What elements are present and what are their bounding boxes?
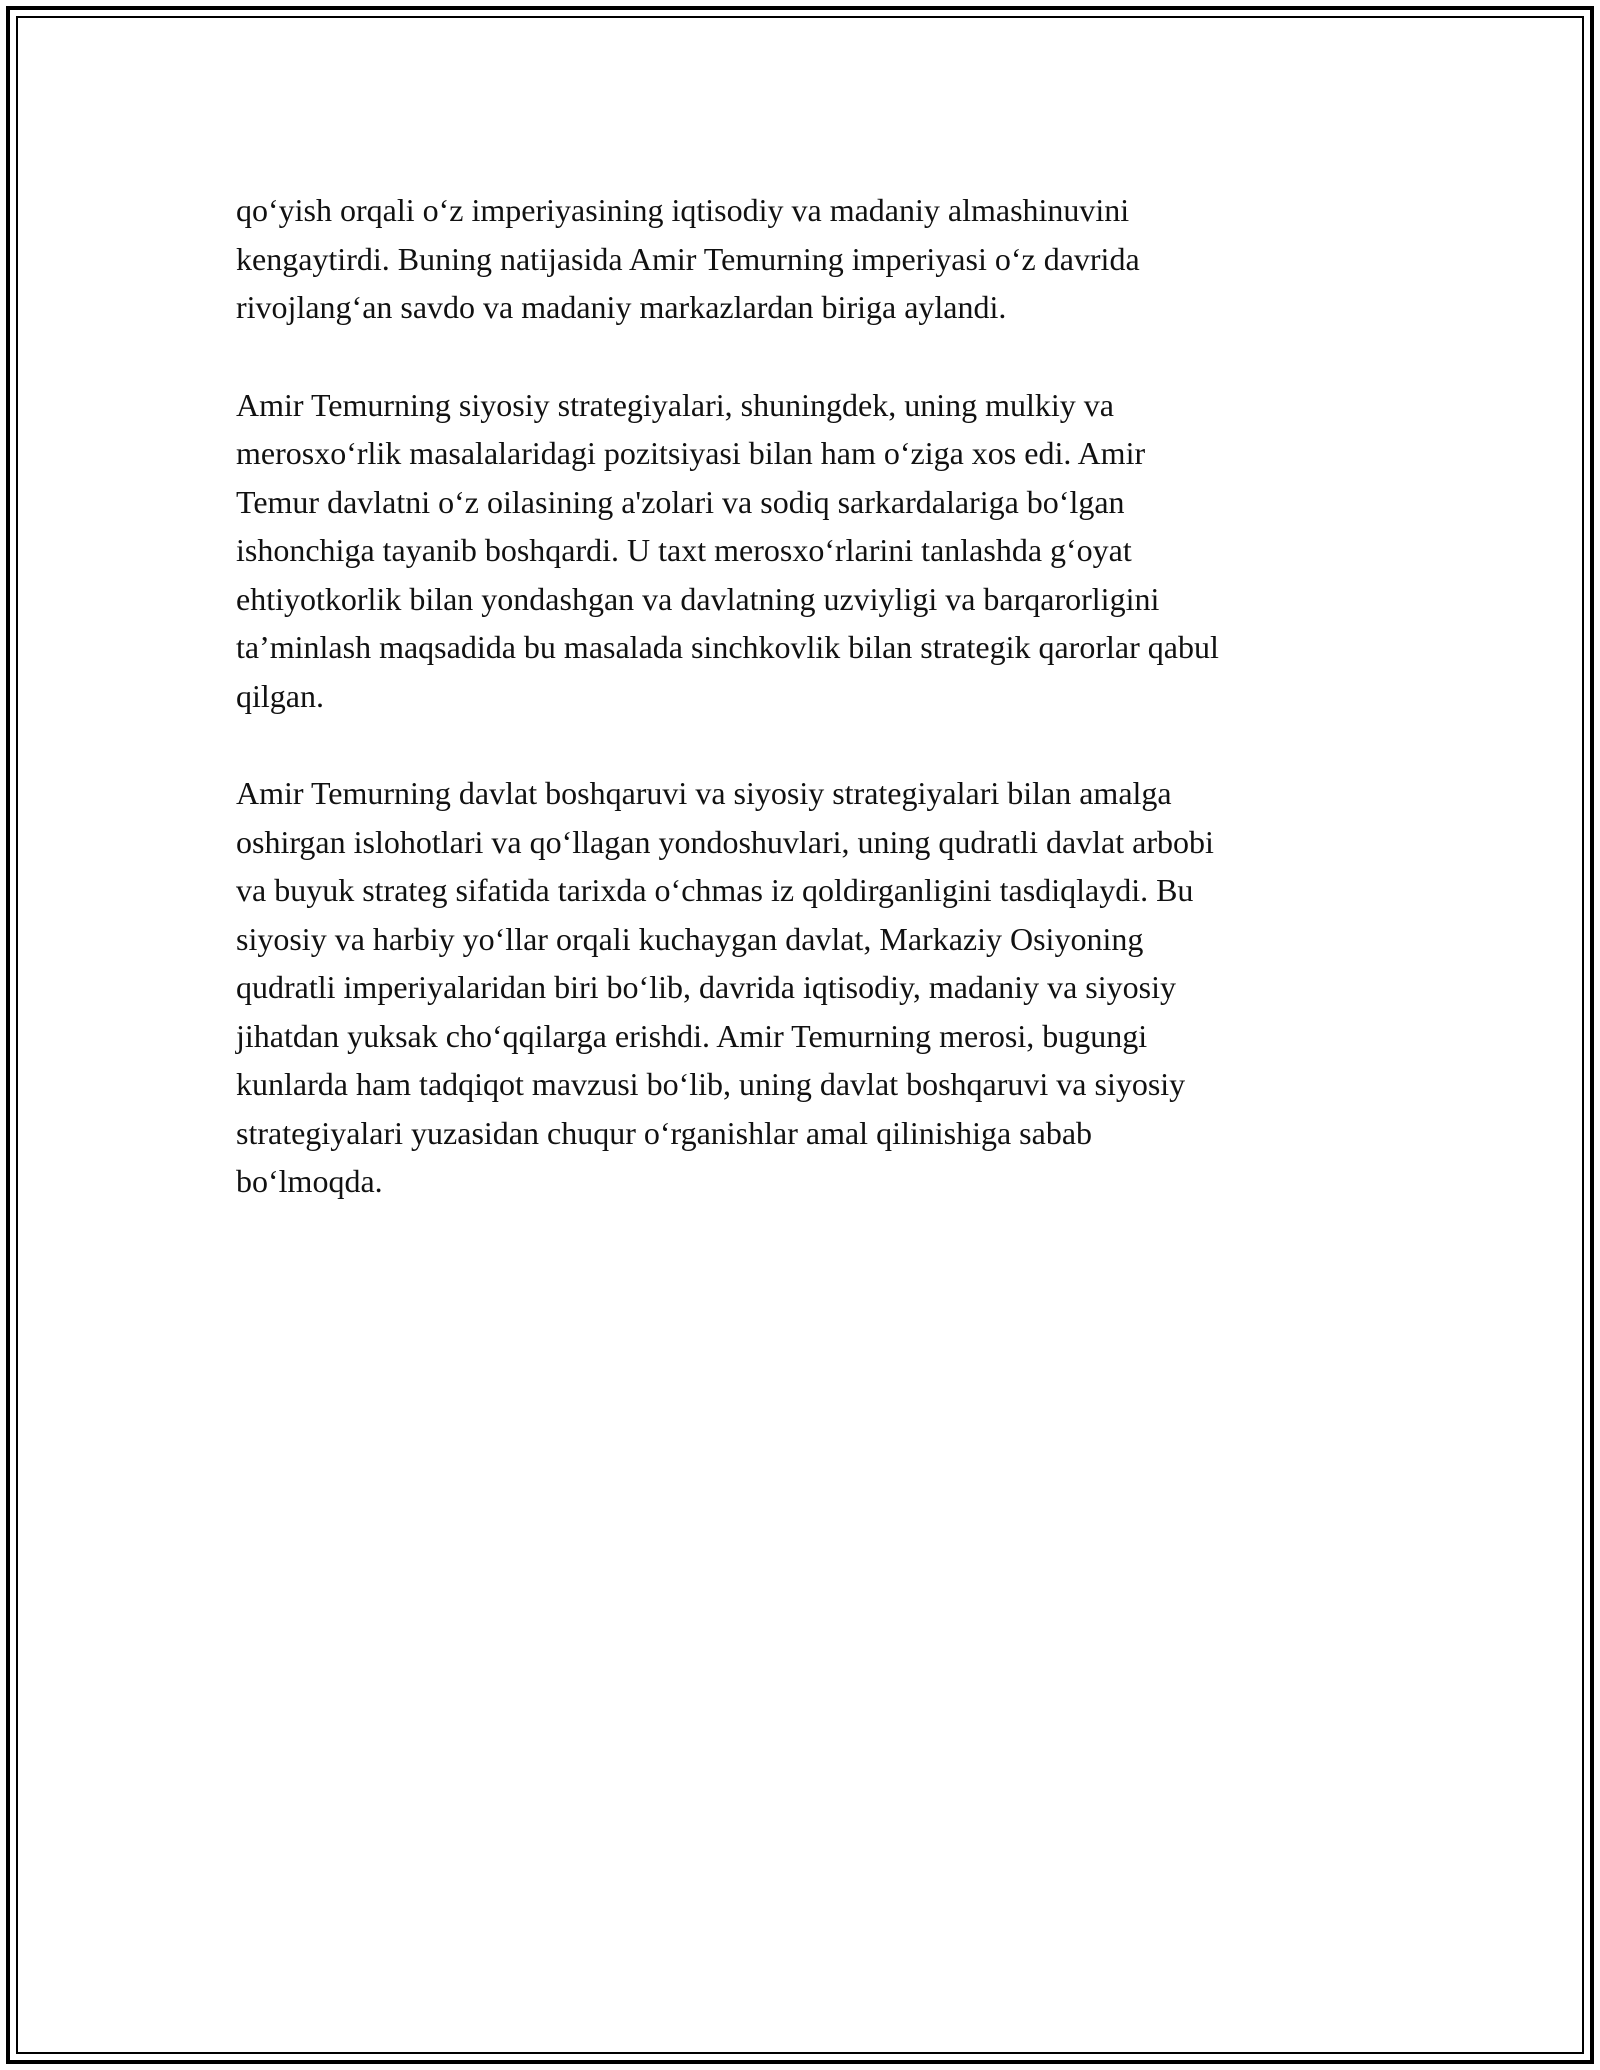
text-line: bo‘lmoqda. <box>236 1163 383 1199</box>
paragraph-2 <box>236 381 1366 721</box>
text-line: jihatdan yuksak cho‘qqilarga erishdi. Amir Temurning merosi, bugungi <box>236 1017 1148 1054</box>
paragraph-1 <box>236 186 1366 332</box>
text-line: va buyuk strateg sifatida tarixda o‘chmas iz qoldirganligini tasdiqlaydi. Bu <box>236 872 1194 908</box>
text-line: kunlarda ham tadqiqot mavzusi bo‘lib, uning davlat boshqaruvi va siyosiy <box>236 1066 1186 1102</box>
text-line: siyosiy va harbiy yo‘llar orqali kuchaygan davlat, Markaziy Osiyoning <box>236 920 1144 957</box>
text-line: merosxo‘rlik masalalaridagi pozitsiyasi bilan ham o‘ziga xos edi. Amir <box>236 435 1146 471</box>
text-line: ehtiyotkorlik bilan yondashgan va davlatning uzviyligi va barqarorligini <box>236 580 1160 617</box>
text-line: ishonchiga tayanib boshqardi. U taxt merosxo‘rlarini tanlashda g‘oyat <box>236 532 1132 568</box>
text-line: Temur davlatni o‘z oilasining a'zolari va sodiq sarkardalariga bo‘lgan <box>236 483 1125 520</box>
text-line: qo‘yish orqali o‘z imperiyasining iqtisodiy va madaniy almashinuvini <box>236 192 1130 228</box>
text-line: Amir Temurning siyosiy strategiyalari, shuningdek, uning mulkiy va <box>236 386 1114 423</box>
text-line: ta’minlash maqsadida bu masalada sinchkovlik bilan strategik qarorlar qabul <box>236 629 1219 665</box>
text-line: oshirgan islohotlari va qo‘llagan yondoshuvlari, uning qudratli davlat arbobi <box>236 823 1214 860</box>
text-line: kengaytirdi. Buning natijasida Amir Temurning imperiyasi o‘z davrida <box>236 240 1140 277</box>
text-line: strategiyalari yuzasidan chuqur o‘rganishlar amal qilinishiga sabab <box>236 1114 1093 1151</box>
text-line: qudratli imperiyalaridan biri bo‘lib, davrida iqtisodiy, madaniy va siyosiy <box>236 969 1176 1005</box>
text-line: rivojlang‘an savdo va madaniy markazlardan biriga aylandi. <box>236 289 1007 325</box>
document-body <box>236 186 1366 1255</box>
paragraph-3 <box>236 769 1366 1206</box>
text-line: qilgan. <box>236 677 324 714</box>
text-line: Amir Temurning davlat boshqaruvi va siyosiy strategiyalari bilan amalga <box>236 775 1172 811</box>
